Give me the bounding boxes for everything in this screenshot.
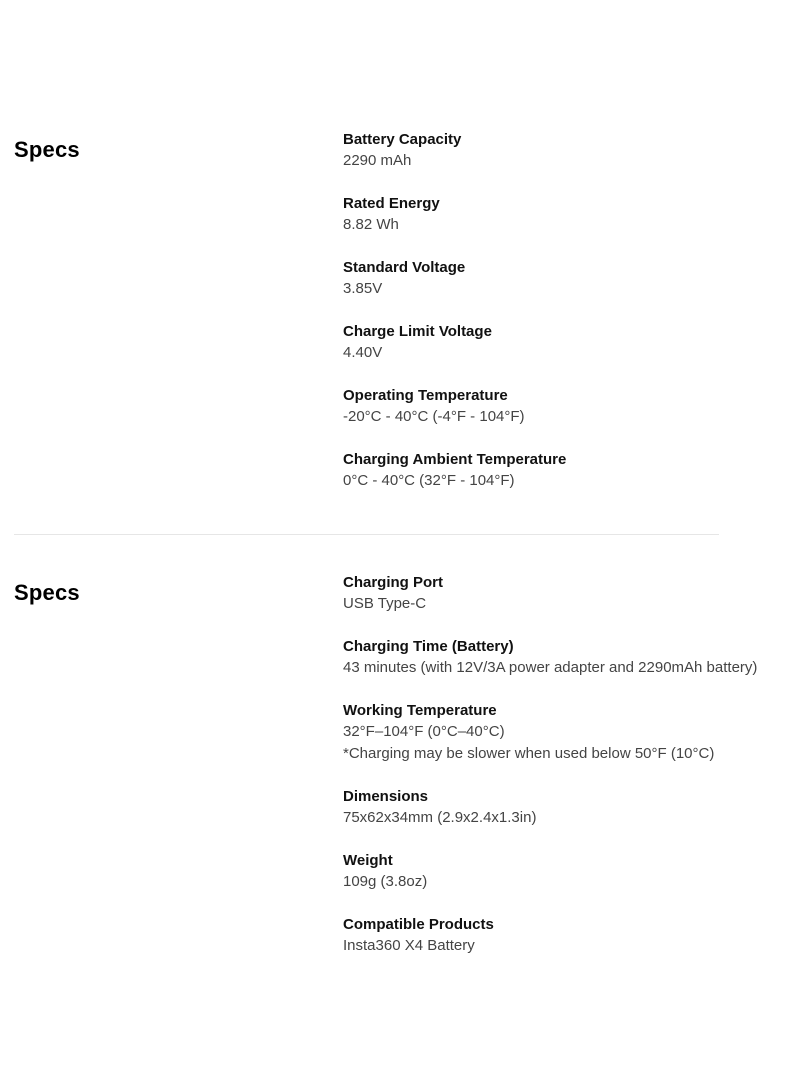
spec-item-battery-capacity [343, 130, 793, 172]
spec-list [343, 573, 793, 979]
spec-label: Working Temperature [343, 702, 497, 719]
spec-label: Charge Limit Voltage [343, 323, 492, 340]
spec-label: Charging Ambient Temperature [343, 451, 567, 468]
spec-list [343, 130, 793, 514]
spec-value: 0°C - 40°C (32°F - 104°F) [343, 472, 515, 489]
spec-item-dimensions [343, 787, 793, 829]
spec-item-rated-energy [343, 194, 793, 236]
section-title: Specs [14, 580, 80, 605]
spec-item-charging-port [343, 573, 793, 615]
spec-item-operating-temperature [343, 386, 793, 428]
spec-value: USB Type-C [343, 595, 427, 612]
spec-item-charging-ambient-temperature [343, 450, 793, 492]
spec-value: 109g (3.8oz) [343, 873, 428, 890]
spec-value: 2290 mAh [343, 152, 412, 169]
spec-note: *Charging may be slower when used below 50°F (10°C) [343, 745, 715, 762]
section-title: Specs [14, 137, 80, 162]
spec-label: Compatible Products [343, 916, 494, 933]
spec-label: Operating Temperature [343, 387, 508, 404]
spec-label: Charging Port [343, 574, 443, 591]
spec-value: 3.85V [343, 280, 383, 297]
spec-value: 32°F–104°F (0°C–40°C) [343, 723, 505, 740]
spec-value: 43 minutes (with 12V/3A power adapter and 2290mAh battery) [343, 659, 758, 676]
spec-value: Insta360 X4 Battery [343, 937, 475, 954]
spec-item-working-temperature [343, 701, 793, 765]
spec-value: -20°C - 40°C (-4°F - 104°F) [343, 408, 525, 425]
spec-value: 4.40V [343, 344, 383, 361]
spec-label: Dimensions [343, 788, 429, 805]
spec-value: 8.82 Wh [343, 216, 399, 233]
spec-label: Standard Voltage [343, 259, 466, 276]
spec-label: Rated Energy [343, 195, 440, 212]
spec-label: Charging Time (Battery) [343, 638, 514, 655]
spec-label: Weight [343, 852, 393, 869]
spec-value: 75x62x34mm (2.9x2.4x1.3in) [343, 809, 537, 826]
spec-item-charging-time [343, 637, 793, 679]
spec-label: Battery Capacity [343, 131, 462, 148]
spec-item-standard-voltage [343, 258, 793, 300]
spec-item-compatible-products [343, 915, 793, 957]
spec-item-charge-limit-voltage [343, 322, 793, 364]
section-divider [14, 534, 719, 535]
spec-item-weight [343, 851, 793, 893]
